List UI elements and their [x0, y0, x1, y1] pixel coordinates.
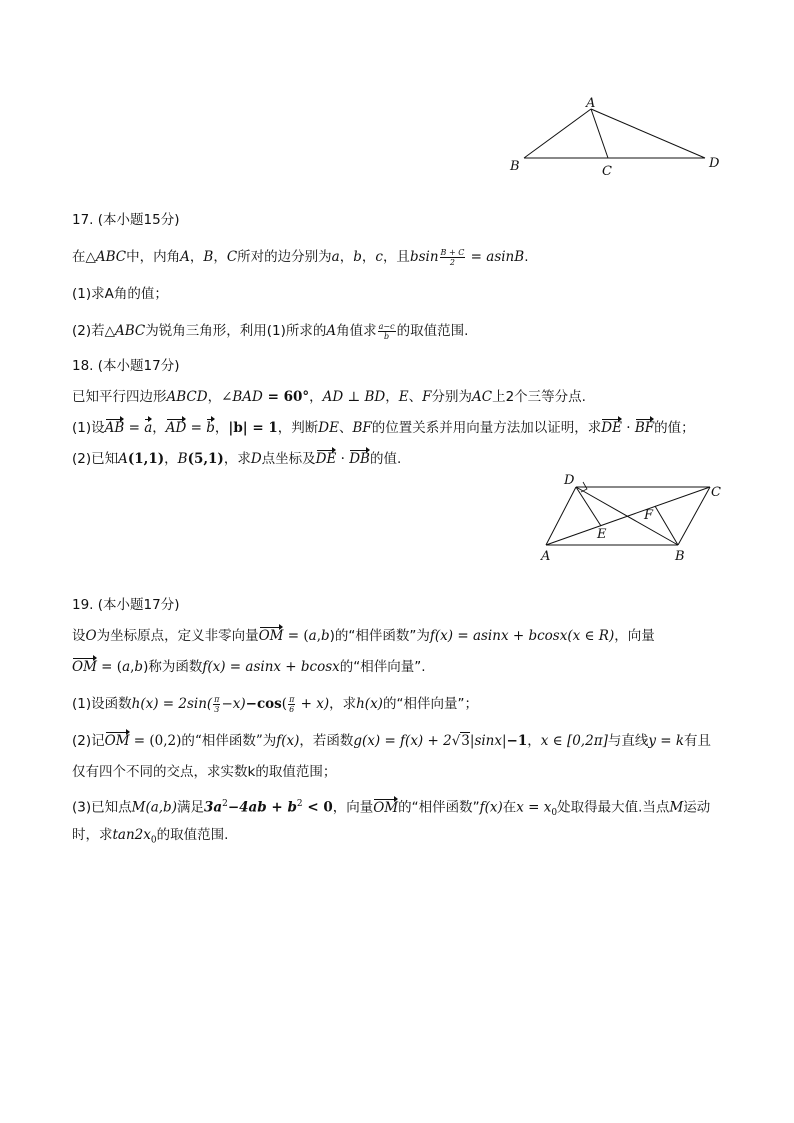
parallelogram-figure	[530, 468, 730, 568]
fraction-b-plus-c-over-2: $\frac{B + C}{2}$	[440, 247, 465, 267]
q19-part3-line2: 时，求$\tan 2x_0$的取值范围.	[72, 827, 229, 846]
q19-part3-line1: (3)已知点M(a,b)满足$3a^2-4ab + b^2 < 0$，向量OM的“相伴函数”f(x)在$x = x_0$处取得最大值.当点M运动	[72, 799, 711, 819]
label-D: D	[564, 473, 575, 488]
q18-part1: (1)设AB = a，AD = b，|b| = 1，判断DE、BF的位置关系并用向量方法加以证明，求DE · BF的值；	[72, 420, 695, 436]
triangle-figure	[500, 95, 740, 180]
q19-title: 19. (本小题17分)	[72, 597, 180, 613]
q18-part2: (2)已知A(1,1)，B(5,1)，求D点坐标及DE · DB的值.	[72, 451, 402, 467]
label-F: F	[644, 508, 654, 523]
q17-title: 17. (本小题15分)	[72, 212, 180, 228]
fraction-pi-over-3: $\frac{\pi}{3}$	[214, 694, 220, 714]
q19-stem-line1: 设O为坐标原点，定义非零向量OM = (a,b)的“相伴函数”为f(x) = asinx + bcosx(x ∈ R)，向量	[72, 628, 655, 644]
fraction-pi-over-6: $\frac{\pi}{6}$	[289, 694, 295, 714]
label-C: C	[602, 164, 612, 179]
q19-part2-line2: 仅有四个不同的交点，求实数k的取值范围；	[72, 764, 337, 780]
q17-part1: (1)求A角的值；	[72, 286, 168, 302]
q17-stem: 在△ABC中，内角A，B，C所对的边分别为a，b，c，且bsin $\frac{B + C}{2}$ = asinB.	[72, 247, 529, 267]
q19-stem-line2: OM = (a,b)称为函数f(x) = asinx + bcosx的“相伴向量”.	[72, 659, 426, 675]
label-B: B	[510, 159, 520, 174]
fraction-a-minus-c-over-b: $\frac{a-c}{b}$	[378, 321, 395, 341]
q17-part2: (2)若△ABC为锐角三角形，利用(1)所求的A角值求 $\frac{a-c}{b}$ 的取值范围.	[72, 321, 469, 341]
q18-title: 18. (本小题17分)	[72, 358, 180, 374]
label-B: B	[675, 549, 685, 564]
label-E: E	[597, 527, 607, 542]
label-D: D	[709, 156, 720, 171]
label-A: A	[586, 96, 596, 111]
label-C: C	[711, 485, 721, 500]
q19-part2-line1: (2)记OM = (0,2)的“相伴函数”为f(x)，若函数g(x) = f(x) + 2√3|sinx|−1，x ∈ [0,2π]与直线y = k有且	[72, 733, 712, 749]
q19-part1: (1)设函数h(x) = 2sin( $\frac{\pi}{3}$ −x)−cos( $\frac{\pi}{6}$ + x)，求h(x)的“相伴向量”；	[72, 694, 478, 714]
label-A: A	[541, 549, 551, 564]
q18-stem: 已知平行四边形ABCD，∠BAD = 60°，AD ⊥ BD，E、F分别为AC上2个三等分点.	[72, 389, 586, 405]
